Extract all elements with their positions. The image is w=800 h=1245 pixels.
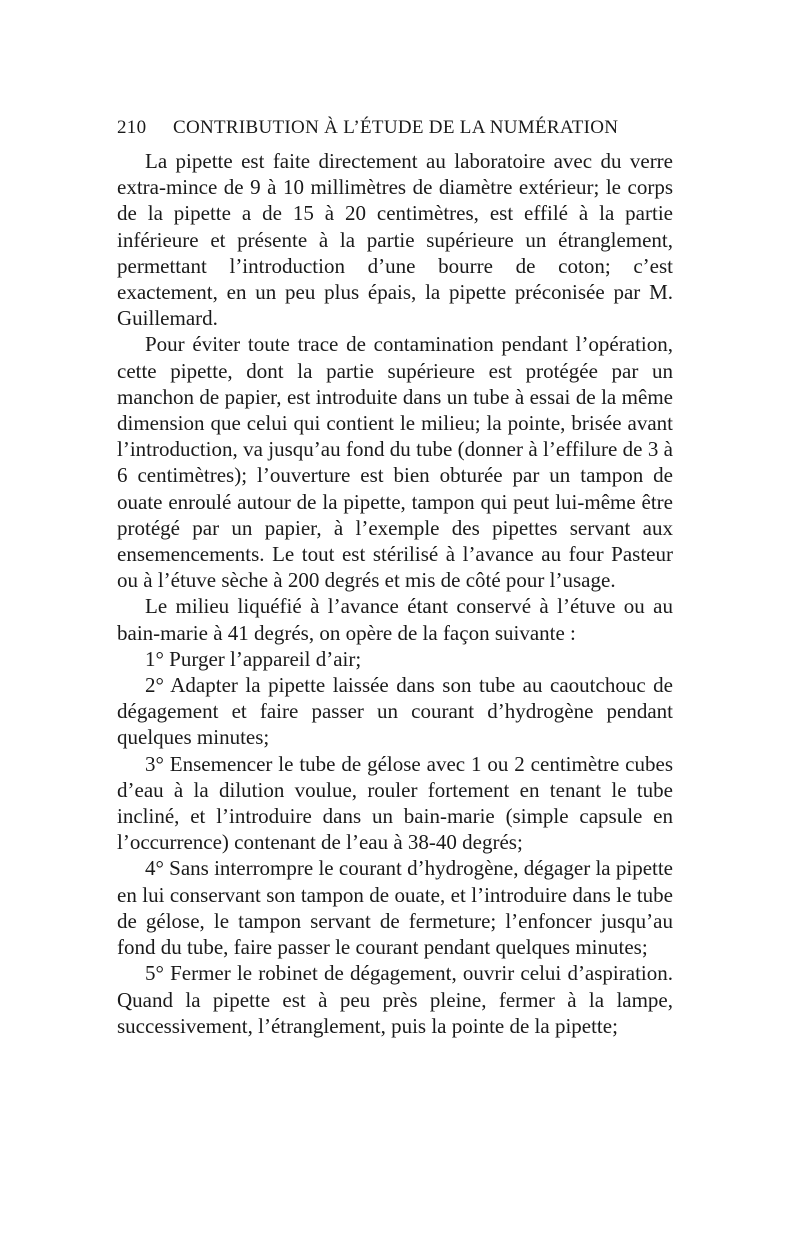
paragraph-procedure-intro: Le milieu liquéfié à l’avance étant conservé à l’étuve ou au bain-marie à 41 degrés, on opère de la façon suivante : xyxy=(117,594,673,645)
page-number: 210 xyxy=(117,117,147,138)
running-title: CONTRIBUTION À L’ÉTUDE DE LA NUMÉRATION xyxy=(173,117,619,138)
step-1: 1° Purger l’appareil d’air; xyxy=(145,646,362,671)
paragraph-pipette-description: La pipette est faite directement au laboratoire avec du verre extra-mince de 9 à 10 millimètres de diamètre extérieur; le corps de la pipette a de 15 à 20 centimètres, est effilé à la partie inférieure et présente à la partie supérieure un étranglement, permettant l’introduction d’une bourre de coton; c’est exactement, en un peu plus épais, la pipette préconisée par M. Guillemard. xyxy=(117,149,673,331)
step-2: 2° Adapter la pipette laissée dans son tube au caoutchouc de dégagement et faire passer un courant d’hydrogène pendant quelques minutes; xyxy=(117,673,673,750)
running-head xyxy=(117,117,677,143)
step-5: 5° Fermer le robinet de dégagement, ouvrir celui d’aspiration. Quand la pipette est à peu près pleine, fermer à la lampe, successivement, l’étranglement, puis la pointe de la pipette; xyxy=(117,961,673,1038)
body-text xyxy=(117,148,673,1039)
step-3: 3° Ensemencer le tube de gélose avec 1 ou 2 centimètre cubes d’eau à la dilution voulue, rouler fortement en tenant le tube incliné, et l’introduire dans un bain-marie (simple capsule en l’occurrence) contenant de l’eau à 38-40 degrés; xyxy=(117,751,673,855)
paragraph-contamination: Pour éviter toute trace de contamination pendant l’opération, cette pipette, dont la partie supérieure est protégée par un manchon de papier, est introduite dans un tube à essai de la même dimension que celui qui contient le milieu; la pointe, brisée avant l’introduction, va jusqu’au fond du tube (donner à l’effilure de 3 à 6 centimètres); l’ouverture est bien obturée par un tampon de ouate enroulé autour de la pipette, tampon qui peut lui-même être protégé par un papier, à l’exemple des pipettes servant aux ensemencements. Le tout est stérilisé à l’avance au four Pasteur ou à l’étuve sèche à 200 degrés et mis de côté pour l’usage. xyxy=(117,332,673,593)
step-4: 4° Sans interrompre le courant d’hydrogène, dégager la pipette en lui conservant son tampon de ouate, et l’introduire dans le tube de gélose, le tampon servant de fermeture; l’enfoncer jusqu’au fond du tube, faire passer le courant pendant quelques minutes; xyxy=(117,856,673,960)
